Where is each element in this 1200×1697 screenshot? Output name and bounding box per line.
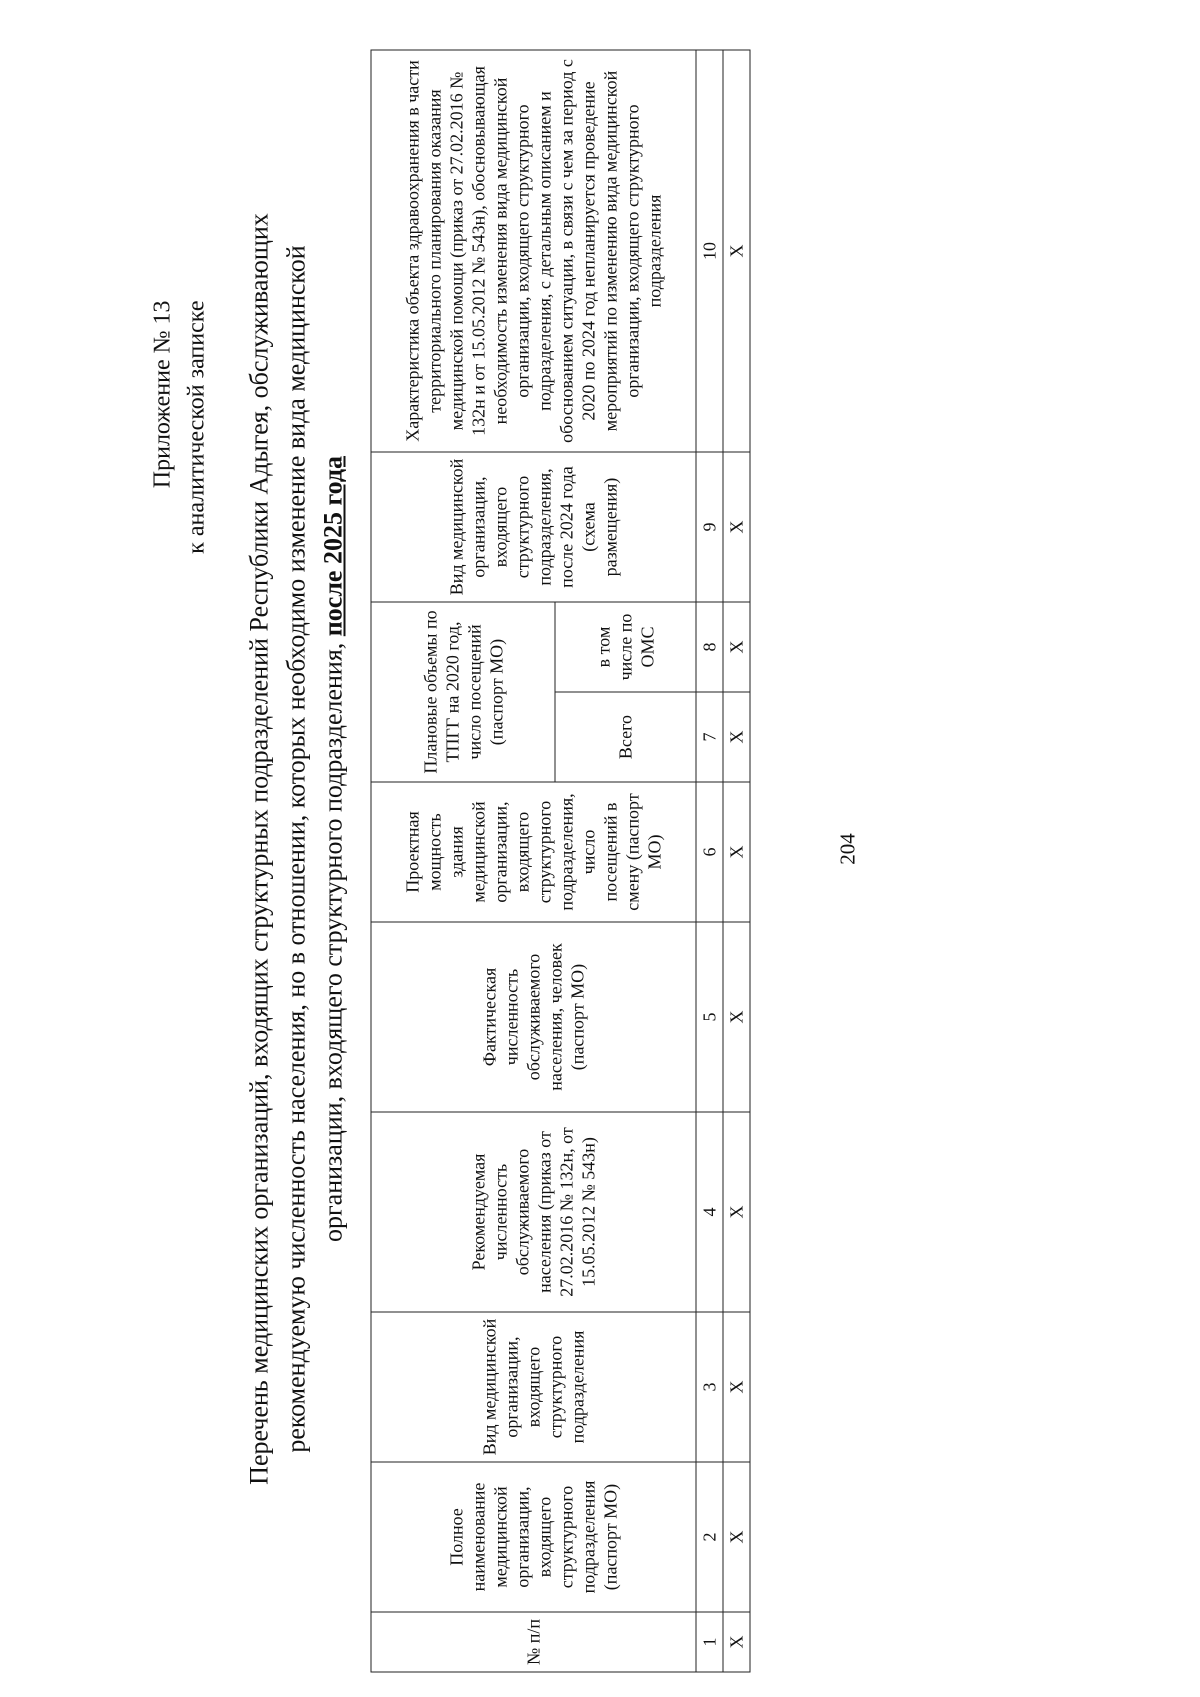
col-number: 3 <box>696 1312 723 1462</box>
table-cell: X <box>723 1612 750 1672</box>
table-cell: X <box>723 922 750 1112</box>
table-number-row <box>696 50 723 1672</box>
col-number: 6 <box>696 782 723 922</box>
header-org-type-after-2024: Вид медицинской организации, входящего структурного подразделения, после 2024 года (схема размещения) <box>371 452 696 602</box>
col-number: 4 <box>696 1112 723 1312</box>
header-actual-population: Фактическая численность обслуживаемого населения, человек (паспорт МО) <box>371 922 696 1112</box>
appendix-caption <box>145 300 213 553</box>
header-characteristics: Характеристика объекта здравоохранения в части территориального планирования оказания медицинской помощи (приказ от 27.02.2016 № 132н и от 15.05.2012 № 543н), обосновывающая необходимость изменения вида медицинской организации, входящего структурного подразделения, с детальным описанием и обоснованием ситуации, в связи с чем за период с 2020 по 2024 год непланируется проведение мероприятий по изменению вида медицинской организации, входящего структурного подразделения <box>371 50 696 452</box>
title-line-1: Перечень медицинских организаций, входящих структурных подразделений Республики Адыгея, обслуживающих <box>244 212 273 1485</box>
col-number: 10 <box>696 50 723 452</box>
header-num: № п/п <box>371 1612 696 1672</box>
table-cell: X <box>723 50 750 452</box>
table-header-row <box>371 50 555 1672</box>
organizations-table <box>370 49 750 1672</box>
appendix-line-2: к аналитической записке <box>183 300 209 554</box>
page-number: 204 <box>835 832 859 865</box>
header-design-capacity: Проектная мощность здания медицинской организации, входящего структурного подразделения, число посещений в смену (паспорт МО) <box>371 782 696 922</box>
col-number: 2 <box>696 1462 723 1612</box>
col-number: 7 <box>696 692 723 782</box>
title-line-3-prefix: организации, входящего структурного подразделения, <box>318 642 347 1242</box>
header-oms: в том числе по ОМС <box>555 602 696 692</box>
header-total: Всего <box>555 692 696 782</box>
document-title <box>240 120 351 1577</box>
title-emphasis: после 2025 года <box>318 455 347 636</box>
table-cell: X <box>723 692 750 782</box>
table-row <box>723 50 750 1672</box>
table-cell: X <box>723 452 750 602</box>
title-line-3 <box>314 120 351 1577</box>
table-cell: X <box>723 602 750 692</box>
table-cell: X <box>723 1112 750 1312</box>
col-number: 1 <box>696 1612 723 1672</box>
header-recommended-population: Рекомендуемая численность обслуживаемого населения (приказ от 27.02.2016 № 132н, от 15.05.2012 № 543н) <box>371 1112 696 1312</box>
table-cell: X <box>723 1462 750 1612</box>
header-org-type: Вид медицинской организации, входящего структурного подразделения <box>371 1312 696 1462</box>
table-cell: X <box>723 782 750 922</box>
col-number: 8 <box>696 602 723 692</box>
title-line-2: рекомендуемую численность населения, но в отношении, которых необходимо изменение вида медицинской <box>281 244 310 1453</box>
col-number: 9 <box>696 452 723 602</box>
table-cell: X <box>723 1312 750 1462</box>
header-planned-volumes: Плановые объемы по ТПГГ на 2020 год, число посещений (паспорт МО) <box>371 602 555 782</box>
appendix-line-1: Приложение № 13 <box>149 300 175 488</box>
header-full-name: Полное наименование медицинской организации, входящего структурного подразделения (паспорт МО) <box>371 1462 696 1612</box>
col-number: 5 <box>696 922 723 1112</box>
